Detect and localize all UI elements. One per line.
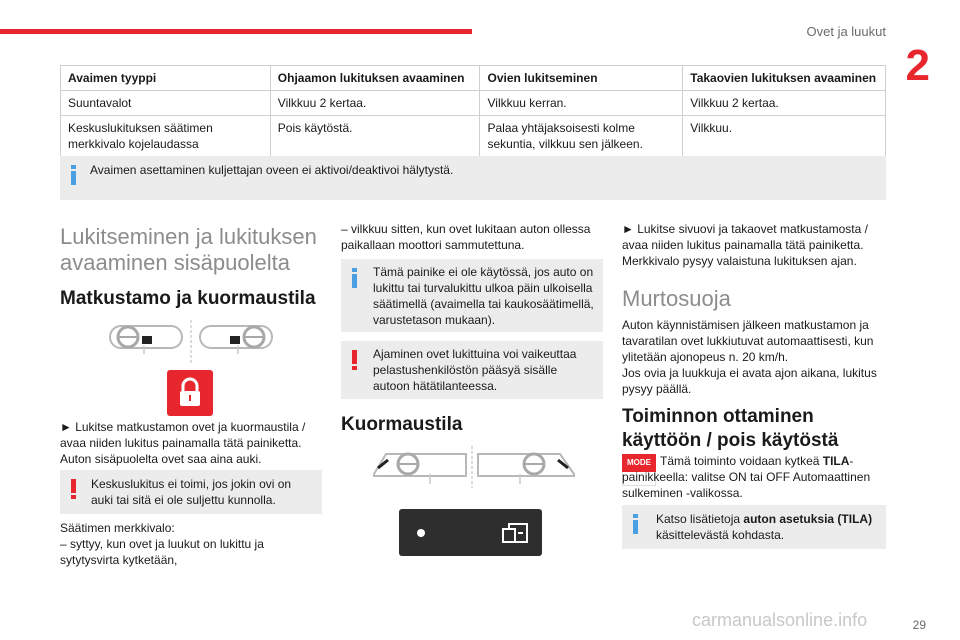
info-icon <box>71 165 76 185</box>
note-box-alarm <box>60 156 886 200</box>
table-row <box>61 91 886 116</box>
note-text: Avaimen asettaminen kuljettajan oveen ei aktivoi/deaktivoi hälytystä. <box>90 163 454 177</box>
table-header-cell: Ohjaamon lukituksen avaaminen <box>270 66 480 91</box>
table-header-cell: Takaovien lukituksen avaaminen <box>683 66 886 91</box>
mode-instructions <box>622 453 886 501</box>
table-cell: Pois käytöstä. <box>270 116 480 157</box>
table-header-row <box>61 66 886 91</box>
info-icon <box>633 514 638 534</box>
table-cell: Palaa yhtäjaksoisesti kolme sekuntia, vilkkuu sen jälkeen. <box>480 116 683 157</box>
step-lock-cabin: ► Lukitse matkustamon ovet ja kuormaustila / avaa niiden lukitus painamalla tätä painiketta. Auton sisäpuolelta ovet saa aina auki. <box>60 420 306 466</box>
key-signal-table <box>60 65 886 157</box>
cargo-lock-button <box>399 509 542 556</box>
steering-wheel-icon <box>374 454 466 476</box>
table-cell: Vilkkuu kerran. <box>480 91 683 116</box>
table-cell: Vilkkuu 2 kertaa. <box>270 91 480 116</box>
info-text: Tämä painike ei ole käytössä, jos auto on lukittu tai turvalukittu ulkoa päin ulkoisella säätimellä (avaimella tai kaukosäätimellä, varustetason mukaan). <box>373 265 594 327</box>
mode-text-b: TILA <box>822 454 850 468</box>
running-header: Ovet ja luukut <box>806 24 886 39</box>
info-text-c: käsittelevästä kohdasta. <box>656 528 785 542</box>
warning-icon <box>352 350 357 370</box>
info-text-a: Katso lisätietoja <box>656 512 744 526</box>
table-cell: Keskuslukituksen säätimen merkkivalo kojelaudassa <box>61 116 271 157</box>
info-box-button-disabled <box>341 259 603 332</box>
table-row <box>61 116 886 157</box>
padlock-icon <box>167 370 213 416</box>
page-number: 29 <box>912 618 926 632</box>
indicator-label: Säätimen merkkivalo: <box>60 521 175 535</box>
table-cell: Suuntavalot <box>61 91 271 116</box>
mode-badge-label: MODE <box>627 458 651 467</box>
section-title-anti-theft: Murtosuoja <box>622 286 731 311</box>
subsection-title-cargo: Kuormaustila <box>341 414 463 435</box>
info-box-settings <box>622 505 886 549</box>
watermark: carmanualsonline.info <box>692 610 868 630</box>
indicator-line-2: – vilkkuu sitten, kun ovet lukitaan auton ollessa paikallaan moottori sammutettuna. <box>341 222 591 252</box>
info-text-b: auton asetuksia (TILA) <box>743 512 873 526</box>
cargo-door-icon <box>399 509 542 556</box>
table-header-cell: Avaimen tyyppi <box>61 66 271 91</box>
subsection-title-cabin: Matkustamo ja kuormaustila <box>60 288 316 309</box>
indicator-line-1: – syttyy, kun ovet ja luukut on lukittu ja sytytysvirta kytketään, <box>60 537 264 567</box>
chapter-number: 2 <box>905 41 930 90</box>
warning-box-central-lock <box>60 470 322 514</box>
warning-text: Ajaminen ovet lukittuina voi vaikeuttaa pelastushenkilöstön pääsyä sisälle autoon hätätilanteessa. <box>373 347 577 393</box>
mode-text-c: -painikkeella: valitse ON tai OFF Automaattinen sulkeminen -valikossa. <box>622 454 871 500</box>
table-cell: Vilkkuu 2 kertaa. <box>683 91 886 116</box>
table-cell: Vilkkuu. <box>683 116 886 157</box>
step-lock-cargo: ► Lukitse sivuovi ja takaovet matkustamosta / avaa niiden lukitus painamalla tätä painiketta. Merkkivalo pysyy valaistuna lukituksen ajan. <box>622 222 868 268</box>
cargo-lock-diagram <box>370 444 580 490</box>
door-lock-diagram <box>108 318 278 368</box>
anti-theft-paragraph: Auton käynnistämisen jälkeen matkustamon ja tavaratilan ovet lukkiutuvat automaattisesti, kun ylitetään ajonopeus n. 20 km/h. Jos ovia ja luukkuja ei avata ajon aikana, lukitus pysyy päällä. <box>622 318 877 396</box>
lock-button-icon <box>167 370 213 416</box>
table-header-cell: Ovien lukitseminen <box>480 66 683 91</box>
warning-icon <box>71 479 76 499</box>
top-accent-bar <box>0 29 472 34</box>
section-title-inside-locking: Lukitseminen ja lukituksen avaaminen sisäpuolelta <box>60 224 317 275</box>
steering-wheel-icon <box>478 454 574 476</box>
warning-text: Keskuslukitus ei toimi, jos jokin ovi on auki tai sitä ei ole suljettu kunnolla. <box>91 477 292 507</box>
mode-text-a: Tämä toiminto voidaan kytkeä <box>660 454 823 468</box>
subsection-title-toggle: Toiminnon ottaminen käyttöön / pois käytöstä <box>622 406 839 451</box>
info-icon <box>352 268 357 288</box>
warning-box-emergency <box>341 341 603 399</box>
